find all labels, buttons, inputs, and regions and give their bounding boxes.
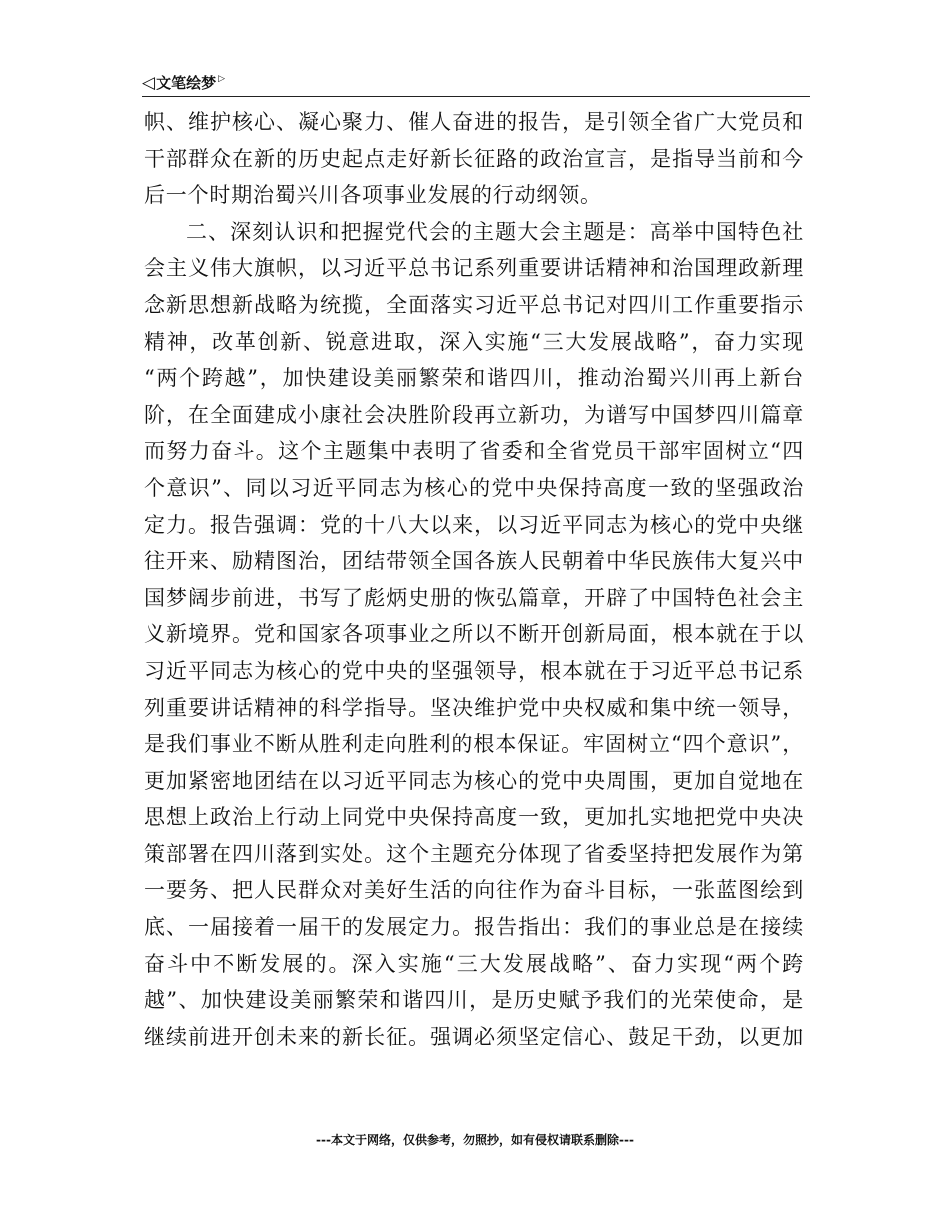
page-header xyxy=(142,70,810,97)
text-line: 个意识”、同以习近平同志为核心的党中央保持高度一致的坚强政治 xyxy=(144,475,804,500)
text-line: 奋斗中不断发展的。深入实施“三大发展战略”、奋力实现“两个跨 xyxy=(144,951,804,976)
text-line: 国梦阔步前进，书写了彪炳史册的恢弘篇章，开辟了中国特色社会主 xyxy=(144,585,804,610)
text-line: 继续前进开创未来的新长征。强调必须坚定信心、鼓足干劲，以更加 xyxy=(144,1024,804,1049)
text-line: 底、一届接着一届干的发展定力。报告指出：我们的事业总是在接续 xyxy=(144,915,804,940)
text-line: 定力。报告强调：党的十八大以来，以习近平同志为核心的党中央继 xyxy=(144,512,804,537)
text-line: 而努力奋斗。这个主题集中表明了省委和全省党员干部牢固树立“四 xyxy=(144,439,804,464)
text-line: 思想上政治上行动上同党中央保持高度一致，更加扎实地把党中央决 xyxy=(144,805,804,830)
text-line: 后一个时期治蜀兴川各项事业发展的行动纲领。 xyxy=(144,183,602,208)
text-line: “两个跨越”，加快建设美丽繁荣和谐四川，推动治蜀兴川再上新台 xyxy=(144,366,804,391)
triangle-left-icon: ◁ xyxy=(142,72,156,93)
paragraph xyxy=(144,214,804,1056)
paragraph xyxy=(144,104,804,214)
text-line: 策部署在四川落到实处。这个主题充分体现了省委坚持把发展作为第 xyxy=(144,841,804,866)
text-line: 是我们事业不断从胜利走向胜利的根本保证。牢固树立“四个意识”， xyxy=(144,732,804,757)
text-line: 干部群众在新的历史起点走好新长征路的政治宣言，是指导当前和今 xyxy=(144,146,804,171)
text-line: 阶，在全面建成小康社会决胜阶段再立新功，为谱写中国梦四川篇章 xyxy=(144,402,804,427)
text-line: 往开来、励精图治，团结带领全国各族人民朝着中华民族伟大复兴中 xyxy=(144,549,804,574)
text-line: 会主义伟大旗帜，以习近平总书记系列重要讲话精神和治国理政新理 xyxy=(144,256,804,281)
text-line: 念新思想新战略为统揽，全面落实习近平总书记对四川工作重要指示 xyxy=(144,292,804,317)
text-line: 越”、加快建设美丽繁荣和谐四川，是历史赋予我们的光荣使命，是 xyxy=(144,988,804,1013)
text-line: 帜、维护核心、凝心聚力、催人奋进的报告，是引领全省广大党员和 xyxy=(144,110,804,134)
document-body xyxy=(144,104,804,1055)
page-footer: ---本文于网络，仅供参考，勿照抄，如有侵权请联系删除--- xyxy=(316,1133,634,1147)
text-line: 更加紧密地团结在以习近平同志为核心的党中央周围，更加自觉地在 xyxy=(144,768,804,793)
text-line: 二、深刻认识和把握党代会的主题大会主题是：高举中国特色社 xyxy=(186,219,804,244)
header-logo-text: 文笔绘梦 xyxy=(156,74,217,92)
text-line: 列重要讲话精神的科学指导。坚决维护党中央权威和集中统一领导， xyxy=(144,695,804,720)
header-logo xyxy=(142,72,225,93)
text-line: 习近平同志为核心的党中央的坚强领导，根本就在于习近平总书记系 xyxy=(144,658,804,683)
text-line: 一要务、把人民群众对美好生活的向往作为奋斗目标，一张蓝图绘到 xyxy=(144,878,804,903)
triangle-right-icon: ▷ xyxy=(218,73,226,84)
text-line: 义新境界。党和国家各项事业之所以不断开创新局面，根本就在于以 xyxy=(144,622,804,647)
text-line: 精神，改革创新、锐意进取，深入实施“三大发展战略”，奋力实现 xyxy=(144,329,804,354)
